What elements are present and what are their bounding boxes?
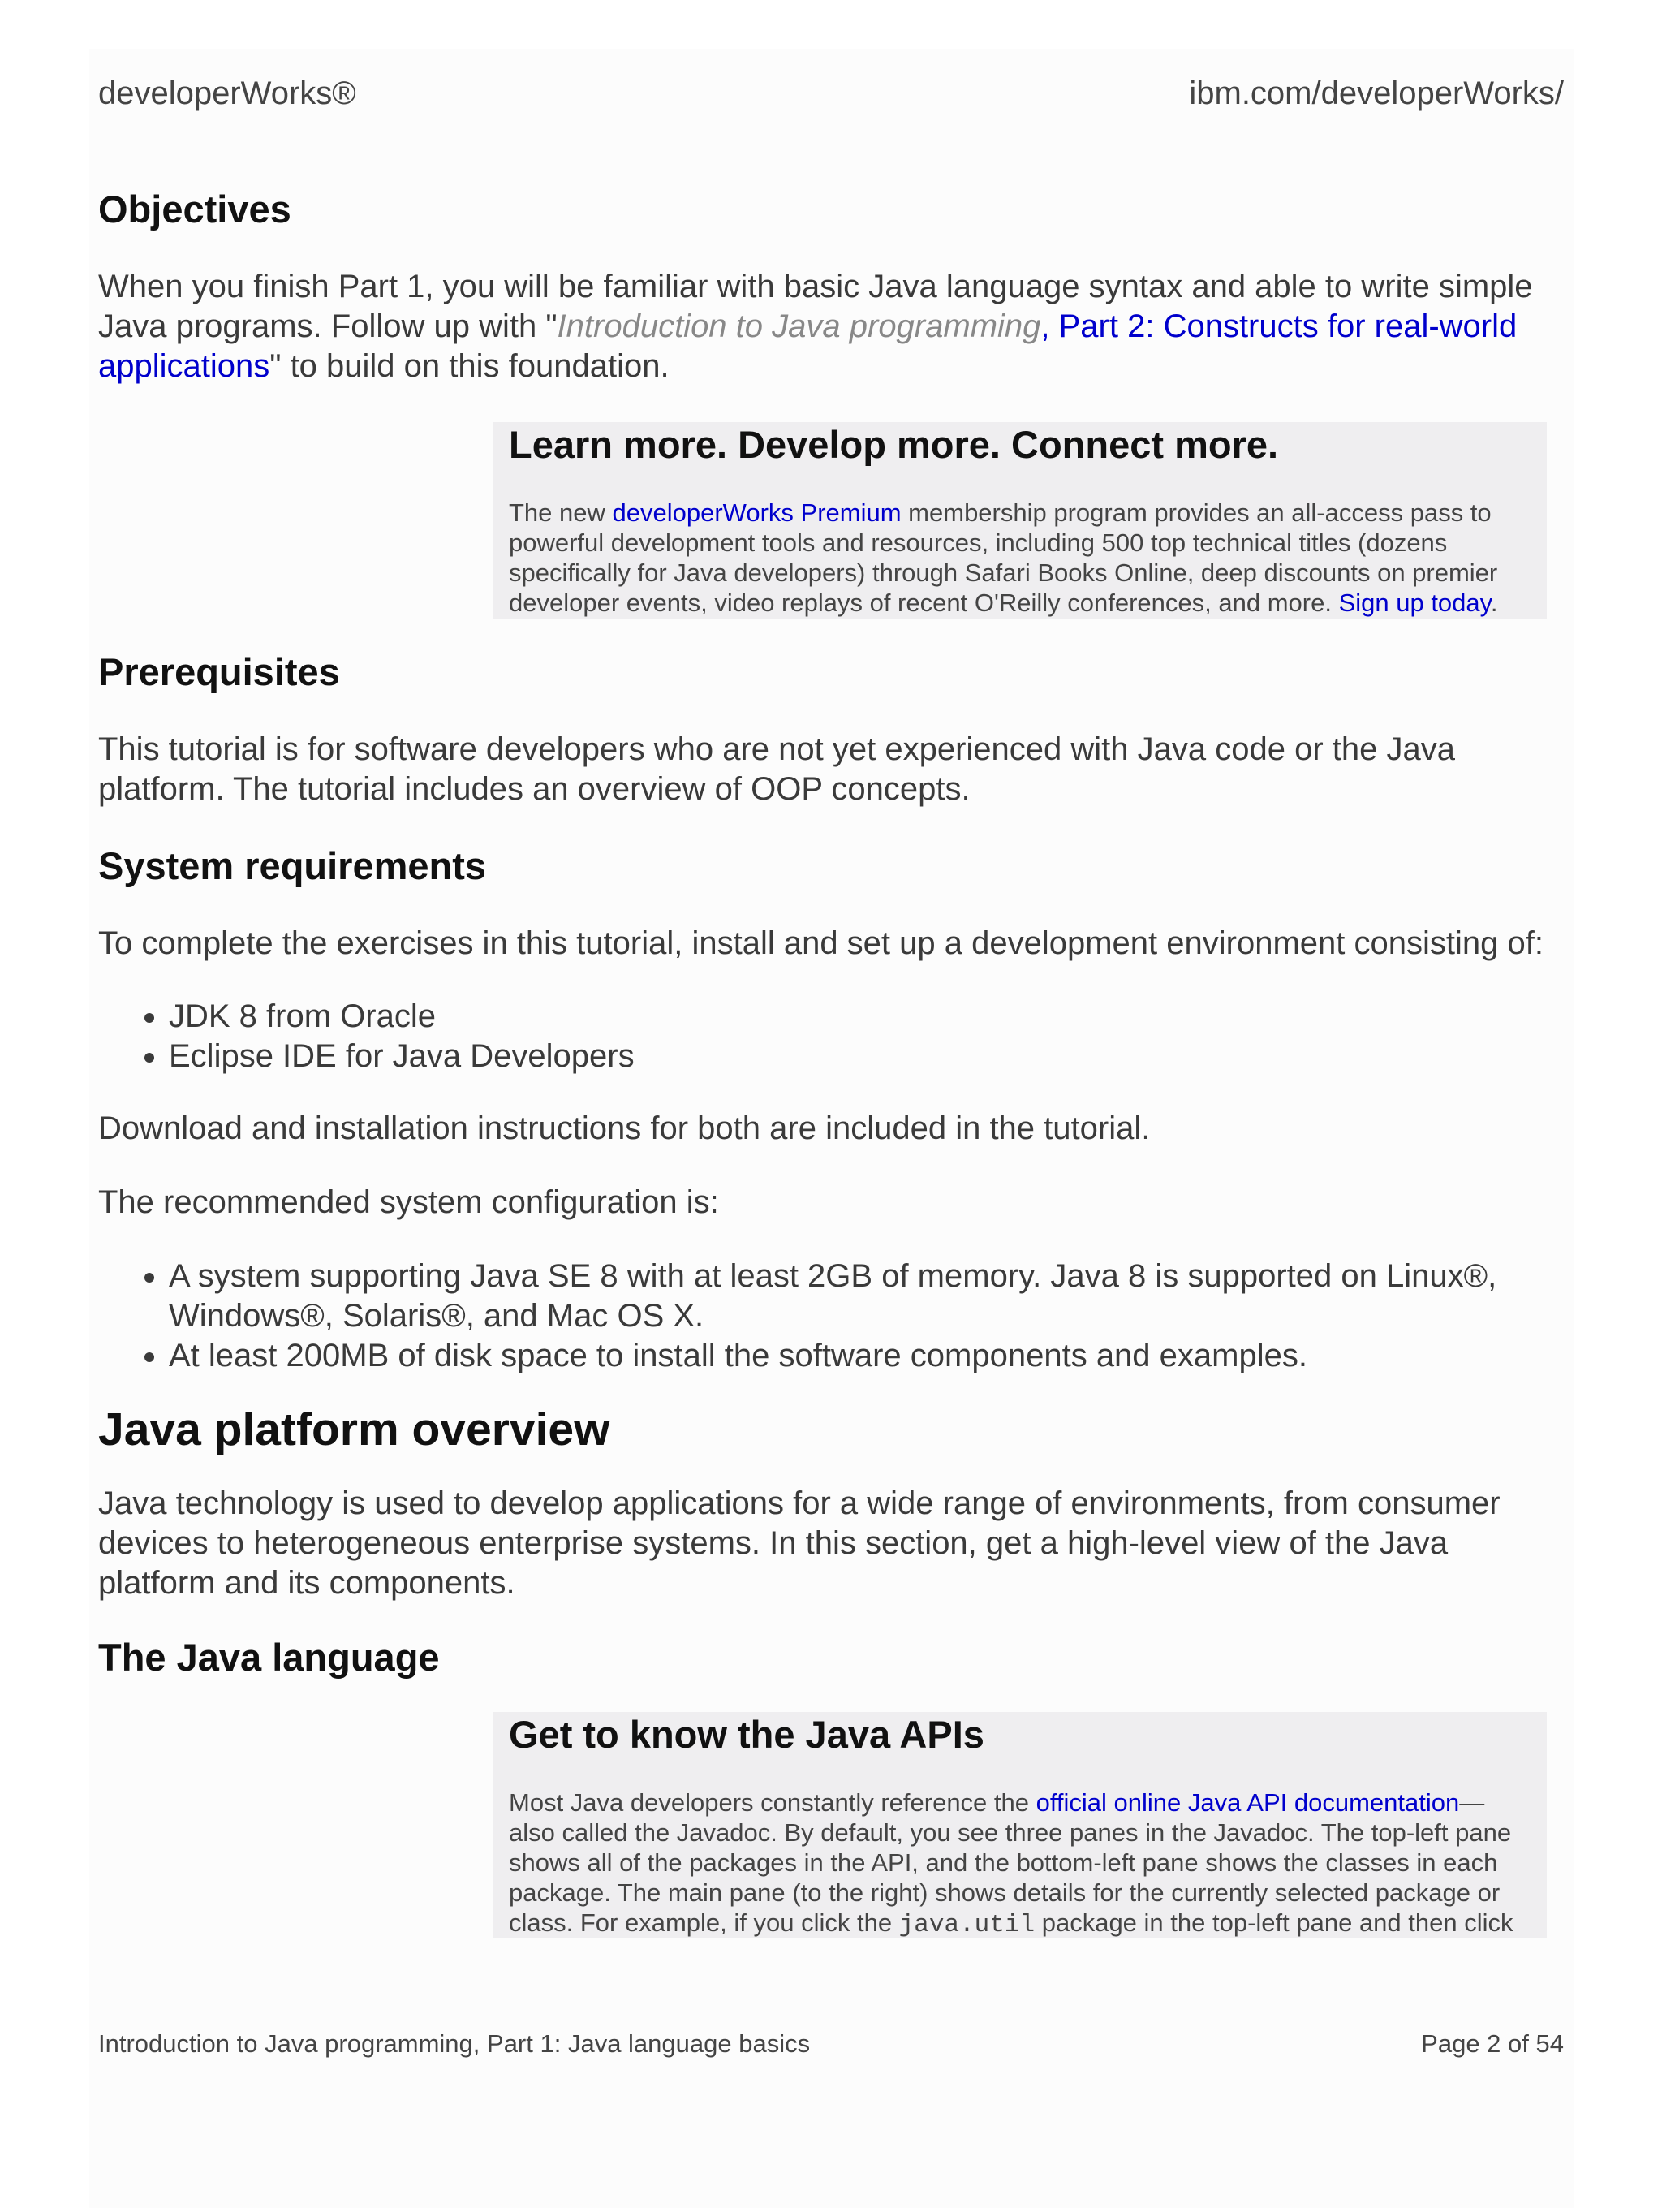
platform-overview-text: Java technology is used to develop applications for a wide range of environments, from consumer devices to heterogeneous enterprise systems. In this section, get a high-level view of the Java platform and its components. <box>98 1485 1501 1601</box>
page-footer <box>98 2029 1564 2059</box>
java-apis-sidebar <box>493 1712 1547 1938</box>
premium-sidebar <box>493 422 1547 619</box>
part1-title: Introduction to Java programming <box>557 308 1041 344</box>
objectives-heading: Objectives <box>98 188 291 231</box>
premium-text-end: . <box>1490 589 1498 617</box>
system-requirements-heading: System requirements <box>98 844 487 887</box>
objectives-text-start: When you finish Part 1, you will be familiar with basic Java language syntax and able to write simple Java programs. Follow up with " <box>98 269 1533 344</box>
java-apis-sidebar-title: Get to know the Java APIs <box>509 1713 984 1756</box>
premium-link[interactable]: developerWorks Premium <box>612 498 902 527</box>
page-number: Page 2 of 54 <box>1421 2029 1564 2058</box>
apis-text-start: Most Java developers constantly reference the <box>509 1788 1036 1817</box>
download-text: Download and installation instructions for both are included in the tutorial. <box>98 1110 1151 1146</box>
recommended-config-text: The recommended system configuration is: <box>98 1184 719 1220</box>
prerequisites-text: This tutorial is for software developers who are not yet experienced with Java code or the Java platform. The tutorial includes an overview of OOP concepts. <box>98 731 1455 807</box>
main-content <box>98 187 1564 1938</box>
java-util-code: java.util <box>898 1911 1036 1938</box>
apis-text-end: package in the top-left pane and then click <box>1035 1908 1513 1937</box>
java-apis-sidebar-text <box>509 1787 1531 1938</box>
premium-text-middle: membership program provides an all-access pass to powerful development tools and resources, including 500 top technical titles (dozens specifically for Java developers) through Safari Books Online, deep discounts on premier developer events, video replays of recent O'Reilly conferences, and more. <box>509 498 1498 617</box>
list-item: • JDK 8 from Oracle <box>169 997 1564 1037</box>
software-list <box>98 997 1564 1076</box>
premium-text-start: The new <box>509 498 613 527</box>
premium-sidebar-title: Learn more. Develop more. Connect more. <box>509 423 1279 466</box>
list-item: • A system supporting Java SE 8 with at least 2GB of memory. Java 8 is supported on Linux®, Windows®, Solaris®, and Mac OS X. <box>169 1257 1564 1336</box>
prerequisites-heading: Prerequisites <box>98 650 340 693</box>
header-brand: developerWorks® <box>98 75 356 111</box>
apis-text-middle: — also called the Javadoc. By default, you see three panes in the Javadoc. The top-left pane shows all of the packages in the API, and the bottom-left pane shows the classes in each package. The main pane (to the right) shows details for the currently selected package or class. For example, if you click the <box>509 1788 1512 1937</box>
header-url: ibm.com/developerWorks/ <box>1189 75 1564 111</box>
part2-link[interactable]: , Part 2: Constructs for real-world applications <box>98 308 1518 384</box>
config-list <box>98 1257 1564 1376</box>
list-item: • Eclipse IDE for Java Developers <box>169 1037 1564 1076</box>
api-docs-link[interactable]: official online Java API documentation <box>1036 1788 1460 1817</box>
java-language-heading: The Java language <box>98 1636 440 1679</box>
objectives-paragraph <box>98 267 1564 386</box>
system-requirements-intro: To complete the exercises in this tutorial, install and set up a development environment consisting of: <box>98 925 1544 961</box>
sign-up-link[interactable]: Sign up today <box>1338 589 1491 617</box>
page-header <box>98 75 1564 112</box>
premium-sidebar-text <box>509 498 1531 618</box>
objectives-text-end: " to build on this foundation. <box>269 348 670 384</box>
footer-title: Introduction to Java programming, Part 1: Java language basics <box>98 2029 811 2058</box>
list-item: • At least 200MB of disk space to install the software components and examples. <box>169 1336 1564 1376</box>
platform-overview-heading: Java platform overview <box>98 1404 610 1455</box>
